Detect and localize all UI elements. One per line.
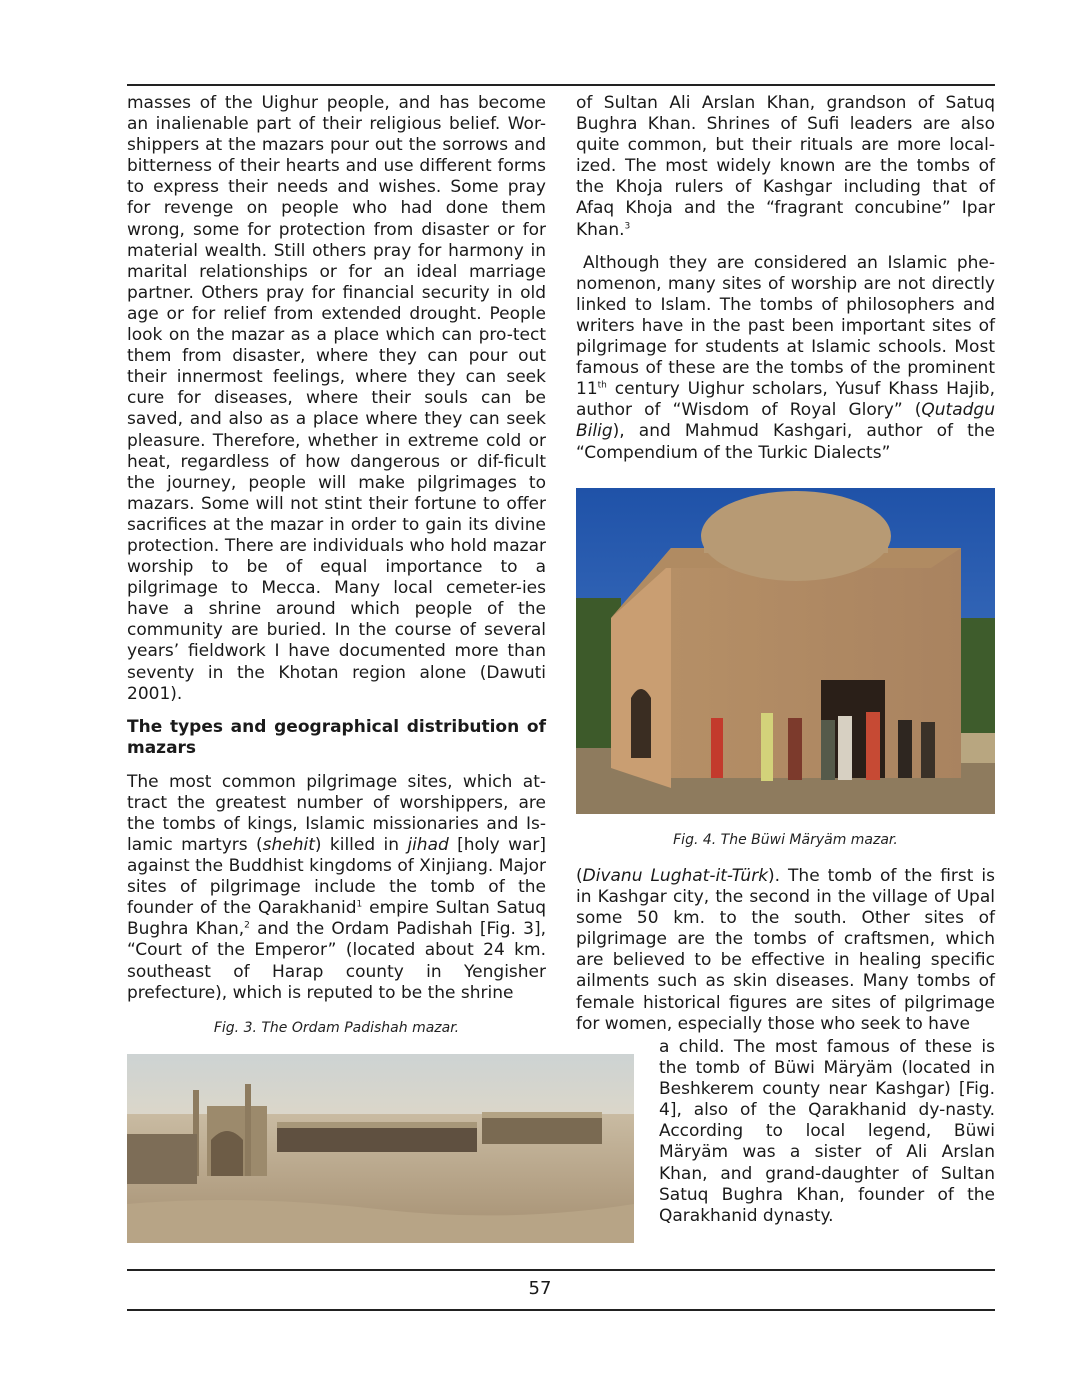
footnote-ref-3: 3 xyxy=(624,220,631,231)
footnote-ref-2: 2 xyxy=(244,920,250,931)
right-column-bottom xyxy=(576,866,995,1035)
footnote-ref-1: 1 xyxy=(356,899,363,910)
bottom-rule-2 xyxy=(127,1309,995,1311)
left-paragraph-1: masses of the Uighur people, and has become an inalienable part of their religious belief. Wor-shippers at the mazars pour out the sorrows and bitterness of their hearts and use different forms to express their needs and wishes. Some pray for revenge on people who had done them wrong, some for protection from disaster or for material wealth. Still others pray for harmony in marital relationships or for an ideal marriage partner. Others pray for financial security in old age or for relief from extended drought. People look on the mazar as a place which can pro-tect them from disaster, where they can pour out their innermost feelings, where they can seek cure for diseases, where their souls can be saved, and also as a place where they can seek pleasure. Therefore, whether in extreme cold or heat, regardless of how dangerous or dif-ficult the journey, people will make pilgrimages to mazars. Some will not stint their fortune to offer sacrifices at the mazar in order to gain its divine protection. There are individuals who hold mazar worship to be of equal importance to a pilgrimage to Mecca. Many local cemeter-ies have a shrine around which people of the community are buried. In the course of several years’ fieldwork I have documented more than seventy in the Khotan region alone (Dawuti 2001). xyxy=(127,93,546,704)
top-rule xyxy=(127,84,995,86)
fig4-caption: Fig. 4. The Büwi Märyäm mazar. xyxy=(673,832,898,848)
right-paragraph-3: (Divanu Lughat-it-Türk). The tomb of the first is in Kashgar city, the second in the village of Upal some 50 km. to the south. Other sites of pilgrimage are the tombs of craftsmen, which are believed to be effective in healing specific ailments such as skin diseases. Many tombs of female historical figures are sites of pilgrimage for women, especially those who seek to have xyxy=(576,866,995,1034)
page-number: 57 xyxy=(528,1278,552,1299)
right-column-top xyxy=(576,93,995,464)
term-jihad: jihad xyxy=(407,835,449,855)
section-heading: The types and geographical distribution of mazars xyxy=(127,716,546,758)
fig3-photo xyxy=(127,1054,634,1243)
term-qutadgu-bilig: Qutadgu Bilig xyxy=(576,400,995,442)
bottom-rule-1 xyxy=(127,1269,995,1271)
fig4-photo xyxy=(576,488,995,814)
term-divanu: Divanu Lughat-it-Türk xyxy=(582,866,769,886)
right-paragraph-4: a child. The most famous of these is the tomb of Büwi Märyäm (located in Beshkerem county near Kashgar) [Fig. 4], also of the Qarakhanid dy-nasty. According to local legend, Büwi Märyäm was a sister of Ali Arslan Khan, and grand-daughter of Sultan Satuq Bughra Khan, founder of the Qarakhanid dynasty. xyxy=(659,1037,995,1226)
right-paragraph-1: of Sultan Ali Arslan Khan, grandson of Satuq Bughra Khan. Shrines of Sufi leaders are also quite common, but their rituals are more local-ized. The most widely known are the tombs of the Khoja rulers of Kashgar including that of Afaq Khoja and the “fragrant concubine” Ipar Khan.$^3$ xyxy=(576,93,995,240)
right-column-wrap xyxy=(659,1037,995,1227)
right-paragraph-2: Although they are considered an Islamic phe-nomenon, many sites of worship are not directly linked to Islam. The tombs of philosophers and writers have in the past been important sites of pilgrimage for students at Islamic schools. Most famous of these are the tombs of the prominent 11th century Uighur scholars, Yusuf Khass Hajib, author of “Wisdom of Royal Glory” (Qutadgu Bilig), and Mahmud Kashgari, author of the “Compendium of the Turkic Dialects” xyxy=(576,252,995,463)
left-paragraph-2: The most common pilgrimage sites, which at-tract the greatest number of worshippers, are the tombs of kings, Islamic missionaries and Is-lamic martyrs (shehit) killed in jihad [holy war] against the Buddhist kingdoms of Xinjiang. Major sites of pilgrimage include the tomb of the founder of the Qarakhanid$^1$ empire Sultan Satuq Bughra Khan,$^2$ and the Ordam Padishah [Fig. 3], “Court of the Emperor” (located about 24 km. southeast of Harap county in Yengisher prefecture), which is reputed to be the shrine xyxy=(127,771,547,1003)
left-column xyxy=(127,93,546,1004)
term-shehit: shehit xyxy=(262,835,315,855)
fig3-caption: Fig. 3. The Ordam Padishah mazar. xyxy=(213,1020,460,1036)
